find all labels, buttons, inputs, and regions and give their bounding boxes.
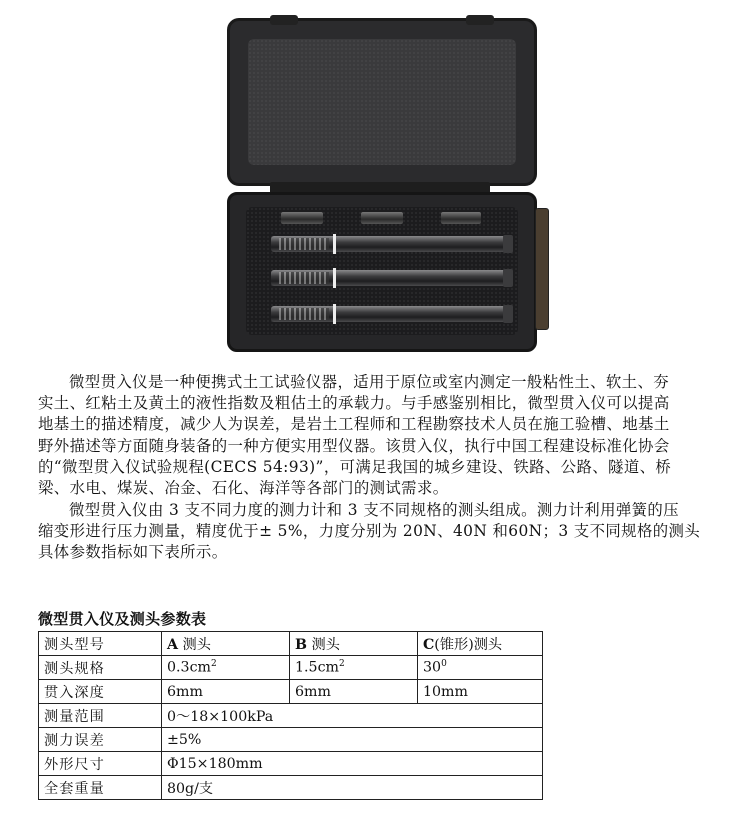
case-lid [227, 18, 537, 186]
lid-foam [248, 39, 516, 165]
force-gauge [271, 236, 509, 252]
table-cell: 6mm [162, 680, 290, 704]
table-row [39, 680, 543, 704]
force-gauge [271, 306, 509, 322]
table-cell: 80g/支 [162, 776, 543, 800]
table-row [39, 704, 543, 728]
product-photo [215, 8, 555, 360]
table-cell: A 测头 [162, 632, 290, 656]
table-cell: $0.3cm^2$ [162, 656, 290, 680]
latch-icon [466, 15, 494, 25]
table-row [39, 776, 543, 800]
force-gauge [271, 270, 509, 286]
text-line: 的“微型贯入仪试验规程(CECS 54:93)”，可满足我国的城乡建设、铁路、公路、隧道、桥 [38, 457, 672, 476]
text-line: 梁、水电、煤炭、冶金、石化、海洋等各部门的测试需求。 [38, 479, 449, 498]
probe-tip-b [361, 212, 403, 224]
table-header-row [39, 632, 543, 656]
table-cell: 6mm [290, 680, 418, 704]
spec-table [38, 631, 543, 800]
table-cell: 测头规格 [39, 656, 162, 680]
case-side-clip [535, 208, 549, 330]
table-cell: ±5% [162, 728, 543, 752]
table-cell: 测头型号 [39, 632, 162, 656]
table-title: 微型贯入仪及测头参数表 [38, 610, 207, 628]
latch-icon [270, 15, 298, 25]
table-row [39, 656, 543, 680]
text-line: 实土、红粘土及黄土的液性指数及粗估土的承载力。与手感鉴别相比，微型贯入仪可以提高 [38, 394, 670, 413]
text-line: 地基土的描述精度，减少人为误差，是岩土工程师和工程勘察技术人员在施工验槽、地基土 [38, 415, 670, 434]
text-line: 缩变形进行压力测量，精度优于± 5%，力度分别为 20N、40N 和60N；3 支不同规格的测头 [38, 522, 701, 541]
table-cell: 测量范围 [39, 704, 162, 728]
table-cell: C(锥形)测头 [418, 632, 543, 656]
probe-tip-c [281, 212, 323, 224]
intro-paragraph [38, 372, 718, 499]
composition-paragraph [38, 500, 718, 564]
text-line: 微型贯入仪是一种便携式土工试验仪器，适用于原位或室内测定一般粘性土、软土、夯 [69, 373, 670, 391]
table-row [39, 752, 543, 776]
table-cell: 测力误差 [39, 728, 162, 752]
table-cell: 10mm [418, 680, 543, 704]
table-row [39, 728, 543, 752]
table-cell: B 测头 [290, 632, 418, 656]
table-cell: 0～18×100kPa [162, 704, 543, 728]
text-line: 具体参数指标如下表所示。 [38, 543, 228, 562]
table-cell: Φ15×180mm [162, 752, 543, 776]
table-cell: $30^0$ [418, 656, 543, 680]
text-line: 微型贯入仪由 3 支不同力度的测力计和 3 支不同规格的测头组成。测力计利用弹簧的压 [69, 501, 680, 519]
table-cell: 全套重量 [39, 776, 162, 800]
table-cell: 外形尺寸 [39, 752, 162, 776]
probe-tip-a [441, 212, 481, 224]
table-cell: 贯入深度 [39, 680, 162, 704]
table-cell: $1.5cm^2$ [290, 656, 418, 680]
text-line: 野外描述等方面随身装备的一种方便实用型仪器。该贯入仪，执行中国工程建设标准化协会 [38, 436, 670, 455]
